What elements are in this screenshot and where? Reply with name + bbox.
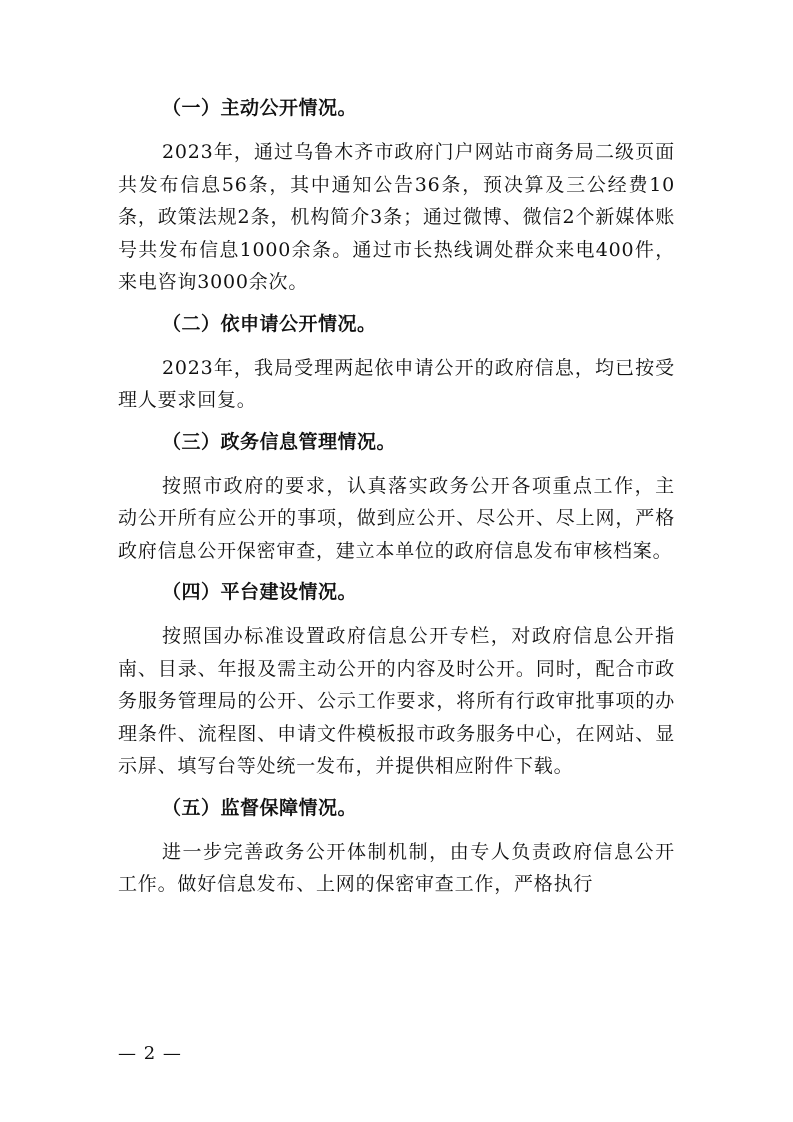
section-paragraph: 按照国办标准设置政府信息公开专栏，对政府信息公开指南、目录、年报及需主动公开的内容及时公开。同时，配合市政务服务管理局的公开、公示工作要求，将所有行政审批事项的办理条件、流程图、申请文件模板报市政务服务中心，在网站、显示屏、填写台等处统一发布，并提供相应附件下载。 (118, 625, 675, 777)
section-5 (118, 796, 675, 901)
section-paragraph: 2023年，通过乌鲁木齐市政府门户网站市商务局二级页面共发布信息56条，其中通知公告36条，预决算及三公经费10条，政策法规2条，机构简介3条；通过微博、微信2个新媒体账号共发布信息1000余条。通过市长热线调处群众来电400件，来电咨询3000余次。 (118, 141, 675, 293)
page-number: — 2 — (118, 1043, 182, 1064)
section-paragraph: 进一步完善政务公开体制机制，由专人负责政府信息公开工作。做好信息发布、上网的保密审查工作，严格执行 (118, 840, 675, 895)
section-4 (118, 580, 675, 783)
section-2 (118, 312, 675, 417)
document-body (118, 96, 675, 914)
section-paragraph: 按照市政府的要求，认真落实政务公开各项重点工作，主动公开所有应公开的事项，做到应公开、尽公开、尽上网，严格政府信息公开保密审查，建立本单位的政府信息发布审核档案。 (118, 474, 675, 562)
section-heading: （四）平台建设情况。 (162, 581, 358, 603)
section-heading: （一）主动公开情况。 (162, 97, 358, 119)
section-heading: （五）监督保障情况。 (162, 796, 358, 819)
section-heading: （三）政务信息管理情况。 (162, 430, 397, 453)
section-1 (118, 96, 675, 299)
section-3 (118, 430, 675, 568)
section-heading: （二）依申请公开情况。 (162, 312, 377, 335)
section-paragraph: 2023年，我局受理两起依申请公开的政府信息，均已按受理人要求回复。 (118, 356, 675, 411)
